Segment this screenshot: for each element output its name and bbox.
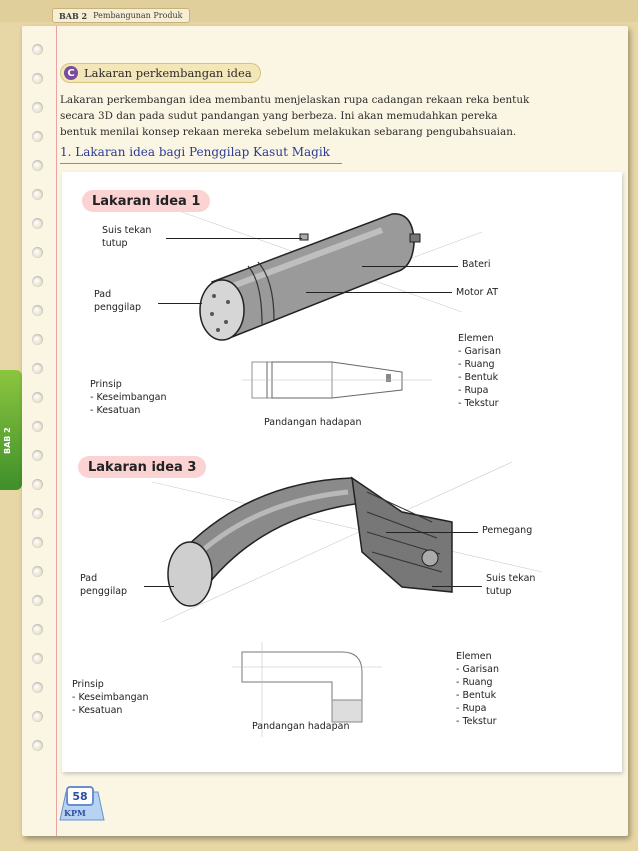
publisher-logo: KPM bbox=[64, 808, 86, 818]
idea1-elemen-item: - Rupa bbox=[458, 385, 489, 396]
binder-hole bbox=[32, 189, 43, 200]
idea1-label-battery: Bateri bbox=[462, 259, 491, 270]
idea3-prinsip-heading: Prinsip bbox=[72, 679, 104, 690]
binder-hole bbox=[32, 479, 43, 490]
binder-hole bbox=[32, 537, 43, 548]
idea3-elemen bbox=[456, 650, 499, 728]
section-heading bbox=[60, 63, 261, 83]
binder-hole bbox=[32, 508, 43, 519]
idea3-elemen-item: - Bentuk bbox=[456, 690, 497, 701]
binder-hole bbox=[32, 102, 43, 113]
binder-hole bbox=[32, 276, 43, 287]
binder-hole bbox=[32, 624, 43, 635]
binder-hole bbox=[32, 450, 43, 461]
idea1-label-motor: Motor AT bbox=[456, 287, 499, 298]
binder-hole bbox=[32, 421, 43, 432]
idea1-elemen-item: - Garisan bbox=[458, 346, 501, 357]
idea3-front-view-caption: Pandangan hadapan bbox=[252, 721, 350, 732]
idea3-prinsip-item: - Kesatuan bbox=[72, 705, 123, 716]
idea3-label-handle: Pemegang bbox=[482, 525, 533, 536]
idea3-leader-pad bbox=[144, 586, 174, 587]
idea1-front-view-caption: Pandangan hadapan bbox=[264, 417, 362, 428]
chapter-number: BAB 2 bbox=[59, 10, 88, 21]
idea1-leader-motor bbox=[306, 292, 452, 293]
page-number: 58 bbox=[66, 786, 94, 806]
idea3-elemen-item: - Rupa bbox=[456, 703, 487, 714]
idea3-banner: Lakaran idea 3 bbox=[78, 456, 206, 478]
idea3-prinsip-item: - Keseimbangan bbox=[72, 692, 149, 703]
idea3-leader-handle bbox=[386, 532, 478, 533]
binder-hole bbox=[32, 73, 43, 84]
idea3-elemen-item: - Tekstur bbox=[456, 716, 497, 727]
binder-hole bbox=[32, 682, 43, 693]
binder-hole bbox=[32, 595, 43, 606]
binder-hole bbox=[32, 131, 43, 142]
subsection-underline bbox=[60, 163, 342, 164]
chapter-title: Pembangunan Produk bbox=[93, 11, 183, 20]
binder-hole bbox=[32, 711, 43, 722]
binder-hole bbox=[32, 160, 43, 171]
chapter-header bbox=[52, 8, 190, 23]
intro-line: secara 3D dan pada sudut pandangan yang berbeza. Ini akan memudahkan pereka bbox=[60, 110, 498, 122]
idea1-leader-pad bbox=[158, 303, 202, 304]
binder-hole bbox=[32, 247, 43, 258]
binder-hole bbox=[32, 653, 43, 664]
idea1-prinsip-item: - Kesatuan bbox=[90, 405, 141, 416]
binder-hole bbox=[32, 740, 43, 751]
idea3-elemen-heading: Elemen bbox=[456, 651, 492, 662]
idea1-leader-switch bbox=[166, 238, 302, 239]
subsection-title: 1. Lakaran idea bagi Penggilap Kasut Magik bbox=[60, 145, 330, 159]
binder-hole bbox=[32, 218, 43, 229]
idea1-elemen-item: - Bentuk bbox=[458, 372, 499, 383]
idea1-elemen-heading: Elemen bbox=[458, 333, 494, 344]
idea1-elemen-item: - Tekstur bbox=[458, 398, 499, 409]
intro-line: bentuk menilai konsep rekaan mereka sebelum melakukan sebarang pengubahsuaian. bbox=[60, 126, 517, 138]
section-letter-badge: C bbox=[64, 66, 78, 80]
idea3-elemen-item: - Garisan bbox=[456, 664, 499, 675]
idea1-prinsip bbox=[90, 378, 166, 417]
idea1-prinsip-heading: Prinsip bbox=[90, 379, 122, 390]
idea1-label-pad: Pad penggilap bbox=[94, 289, 142, 313]
idea3-prinsip bbox=[72, 678, 148, 717]
idea1-elemen-item: - Ruang bbox=[458, 359, 495, 370]
side-tab-label: BAB 2 bbox=[3, 427, 12, 454]
binder-hole bbox=[32, 305, 43, 316]
binder-hole bbox=[32, 363, 43, 374]
binder-hole bbox=[32, 392, 43, 403]
binder-hole bbox=[32, 44, 43, 55]
idea1-prinsip-item: - Keseimbangan bbox=[90, 392, 167, 403]
idea3-label-switch: Suis tekan tutup bbox=[486, 573, 536, 597]
margin-line bbox=[56, 26, 57, 836]
idea3-elemen-item: - Ruang bbox=[456, 677, 493, 688]
chapter-side-tab[interactable] bbox=[0, 370, 22, 490]
idea3-leader-switch bbox=[432, 586, 482, 587]
idea1-banner: Lakaran idea 1 bbox=[82, 190, 210, 212]
binder-hole bbox=[32, 566, 43, 577]
idea1-leader-battery bbox=[362, 266, 458, 267]
intro-paragraph bbox=[60, 92, 580, 140]
idea1-label-switch: Suis tekan tutup bbox=[102, 225, 152, 249]
idea3-label-pad: Pad penggilap bbox=[80, 573, 128, 597]
section-title: Lakaran perkembangan idea bbox=[84, 66, 252, 80]
idea1-elemen bbox=[458, 332, 501, 410]
binder-hole bbox=[32, 334, 43, 345]
intro-line: Lakaran perkembangan idea membantu menjelaskan rupa cadangan rekaan reka bentuk bbox=[60, 94, 530, 106]
sketch-panel bbox=[62, 172, 622, 772]
